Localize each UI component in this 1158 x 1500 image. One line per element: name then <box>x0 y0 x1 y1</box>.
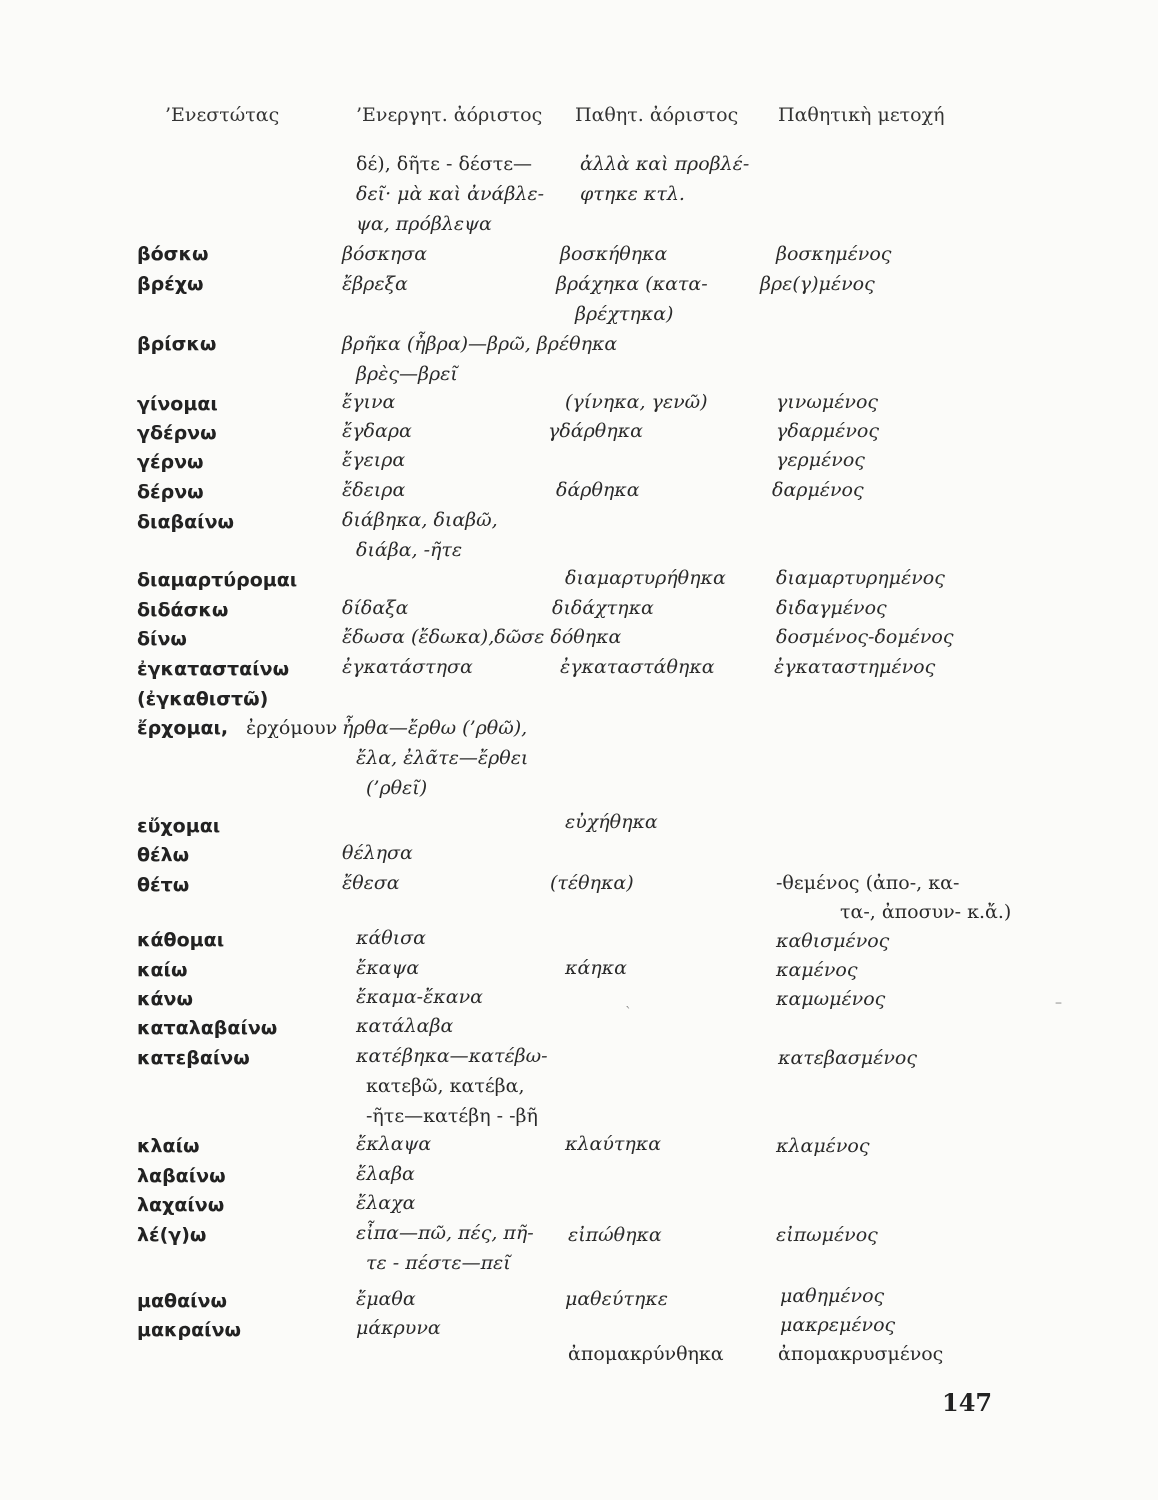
passive-participle-cont: τα-, ἀποσυν- κ.ἄ.) <box>840 901 1012 923</box>
active-aorist: ἔγδαρα <box>342 420 412 442</box>
lemma: εὔχομαι <box>137 815 221 837</box>
active-aorist: θέλησα <box>342 842 413 864</box>
passive-aorist: γδάρθηκα <box>548 420 643 442</box>
lemma: θέλω <box>137 844 190 866</box>
lemma: μαθαίνω <box>137 1290 227 1312</box>
lemma: διαβαίνω <box>137 511 235 533</box>
lemma: γέρνω <box>137 451 204 473</box>
lemma-extra: ἐρχόμουν <box>246 717 338 739</box>
passive-aorist: κάηκα <box>565 957 627 979</box>
header-passive-participle: Παθητικὴ μετοχή <box>778 104 945 126</box>
page-number: 147 <box>942 1388 993 1417</box>
lemma: βόσκω <box>137 243 209 265</box>
lemma: καίω <box>137 959 188 981</box>
active-aorist-cont: ἔλα, ἐλᾶτε—ἔρθει <box>356 747 529 769</box>
active-aorist: ἔβρεξα <box>342 273 408 295</box>
passive-participle: βρε(γ)μένος <box>760 273 875 295</box>
continuation-active-line: δέ), δῆτε - δέστε— <box>356 153 533 175</box>
lemma: ἐγκατασταίνω <box>137 658 290 680</box>
passive-participle: διαμαρτυρημένος <box>776 567 945 589</box>
passive-participle: ἀπομακρυσμένος <box>778 1343 944 1365</box>
active-aorist: ἔκαμα-ἔκανα <box>356 986 483 1008</box>
lemma-variant: (ἐγκαθιστῶ) <box>137 688 269 710</box>
active-aorist: ἔδωσα (ἔδωκα),δῶσε δόθηκα <box>342 626 622 648</box>
active-aorist: μάκρυνα <box>356 1317 441 1339</box>
passive-participle: κατεβασμένος <box>778 1047 917 1069</box>
passive-participle: βοσκημένος <box>776 243 892 265</box>
passive-participle: δαρμένος <box>772 479 864 501</box>
lemma: μακραίνω <box>137 1319 242 1341</box>
active-aorist: ἔλαχα <box>356 1192 416 1214</box>
passive-aorist: διαμαρτυρήθηκα <box>565 567 726 589</box>
passive-aorist-cont: βρέχτηκα) <box>575 303 674 325</box>
continuation-passive-line: φτηκε κτλ. <box>580 183 685 205</box>
passive-aorist: βοσκήθηκα <box>560 243 668 265</box>
passive-participle: δοσμένος-δομένος <box>776 626 954 648</box>
active-aorist: κατέβηκα—κατέβω- <box>356 1045 548 1067</box>
continuation-passive-line: ἀλλὰ καὶ προβλέ- <box>580 153 750 175</box>
active-aorist: κάθισα <box>356 927 426 949</box>
passive-participle: ἐγκαταστημένος <box>774 656 936 678</box>
lemma: καταλαβαίνω <box>137 1017 278 1039</box>
header-passive-aorist: Παθητ. ἀόριστος <box>575 104 739 126</box>
active-aorist: ἔγειρα <box>342 449 406 471</box>
scan-speck: ˋ <box>625 1005 632 1021</box>
active-aorist: βόσκησα <box>342 243 428 265</box>
lemma: δέρνω <box>137 481 204 503</box>
passive-aorist: (τέθηκα) <box>550 872 634 894</box>
passive-aorist: ἐγκαταστάθηκα <box>560 656 715 678</box>
passive-participle: γερμένος <box>776 449 865 471</box>
lemma: κλαίω <box>137 1135 200 1157</box>
active-aorist: ἔλαβα <box>356 1163 415 1185</box>
passive-participle: καμωμένος <box>776 988 886 1010</box>
active-aorist: ἦρθα—ἔρθω (’ρθῶ), <box>342 717 528 739</box>
lemma: διδάσκω <box>137 599 229 621</box>
lemma: κατεβαίνω <box>137 1047 250 1069</box>
continuation-active-line: δεῖ· μὰ καὶ ἀνάβλε- <box>356 183 545 205</box>
header-present: ’Ενεστώτας <box>165 104 280 126</box>
active-aorist: ἔκαψα <box>356 957 420 979</box>
passive-aorist: εὐχήθηκα <box>565 811 658 833</box>
active-aorist: ἔγινα <box>342 391 396 413</box>
passive-participle: καμένος <box>776 959 858 981</box>
active-aorist: ἐγκατάστησα <box>342 656 473 678</box>
passive-participle: καθισμένος <box>776 930 890 952</box>
passive-participle: εἰπωμένος <box>776 1224 878 1246</box>
passive-participle: κλαμένος <box>776 1135 870 1157</box>
active-aorist: ἔκλαψα <box>356 1133 432 1155</box>
passive-aorist: βράχηκα (κατα- <box>556 273 708 295</box>
scan-speck: – <box>1055 995 1062 1011</box>
active-aorist-cont: -ῆτε—κατέβη - -βῆ <box>366 1105 538 1127</box>
lemma: γίνομαι <box>137 393 218 415</box>
active-aorist: διάβηκα, διαβῶ, <box>342 509 498 531</box>
passive-aorist: δάρθηκα <box>556 479 640 501</box>
active-aorist: ἔθεσα <box>342 872 400 894</box>
lemma: ἔρχομαι, <box>137 717 229 739</box>
active-aorist: βρῆκα (ἦβρα)—βρῶ, βρέθηκα <box>342 333 618 355</box>
active-aorist-cont: τε - πέστε—πεῖ <box>366 1252 511 1274</box>
active-aorist-cont: κατεβῶ, κατέβα, <box>366 1075 525 1097</box>
passive-participle: γδαρμένος <box>776 420 879 442</box>
lemma: λέ(γ)ω <box>137 1224 207 1246</box>
lemma: βρέχω <box>137 273 204 295</box>
lemma: δίνω <box>137 628 187 650</box>
lemma: θέτω <box>137 874 190 896</box>
active-aorist-cont: διάβα, -ῆτε <box>356 539 463 561</box>
passive-aorist: ἀπομακρύνθηκα <box>568 1343 724 1365</box>
passive-aorist: (γίνηκα, γενῶ) <box>565 391 708 413</box>
active-aorist-cont: βρὲς—βρεῖ <box>356 363 458 385</box>
continuation-active-line: ψα, πρόβλεψα <box>356 213 492 235</box>
passive-participle: μακρεμένος <box>780 1314 896 1336</box>
lemma: λαβαίνω <box>137 1165 226 1187</box>
active-aorist: ἔμαθα <box>356 1288 416 1310</box>
passive-participle: -θεμένος (ἀπο-, κα- <box>776 872 960 894</box>
passive-participle: διδαγμένος <box>776 597 887 619</box>
passive-aorist: διδάχτηκα <box>552 597 654 619</box>
active-aorist: ἔδειρα <box>342 479 406 501</box>
active-aorist: δίδαξα <box>342 597 409 619</box>
passive-participle: μαθημένος <box>780 1285 885 1307</box>
active-aorist: κατάλαβα <box>356 1015 454 1037</box>
header-active-aorist: ’Ενεργητ. ἀόριστος <box>356 104 543 126</box>
lemma: γδέρνω <box>137 422 217 444</box>
passive-participle: γινωμένος <box>776 391 879 413</box>
lemma: βρίσκω <box>137 333 217 355</box>
lemma: διαμαρτύρομαι <box>137 569 298 591</box>
active-aorist: εἶπα—πῶ, πές, πῆ- <box>356 1222 534 1244</box>
active-aorist-cont: (’ρθεῖ) <box>366 777 428 799</box>
passive-aorist: εἰπώθηκα <box>568 1224 662 1246</box>
lemma: κάνω <box>137 988 194 1010</box>
lemma: λαχαίνω <box>137 1194 225 1216</box>
lemma: κάθομαι <box>137 929 225 951</box>
passive-aorist: κλαύτηκα <box>565 1133 662 1155</box>
passive-aorist: μαθεύτηκε <box>565 1288 668 1310</box>
